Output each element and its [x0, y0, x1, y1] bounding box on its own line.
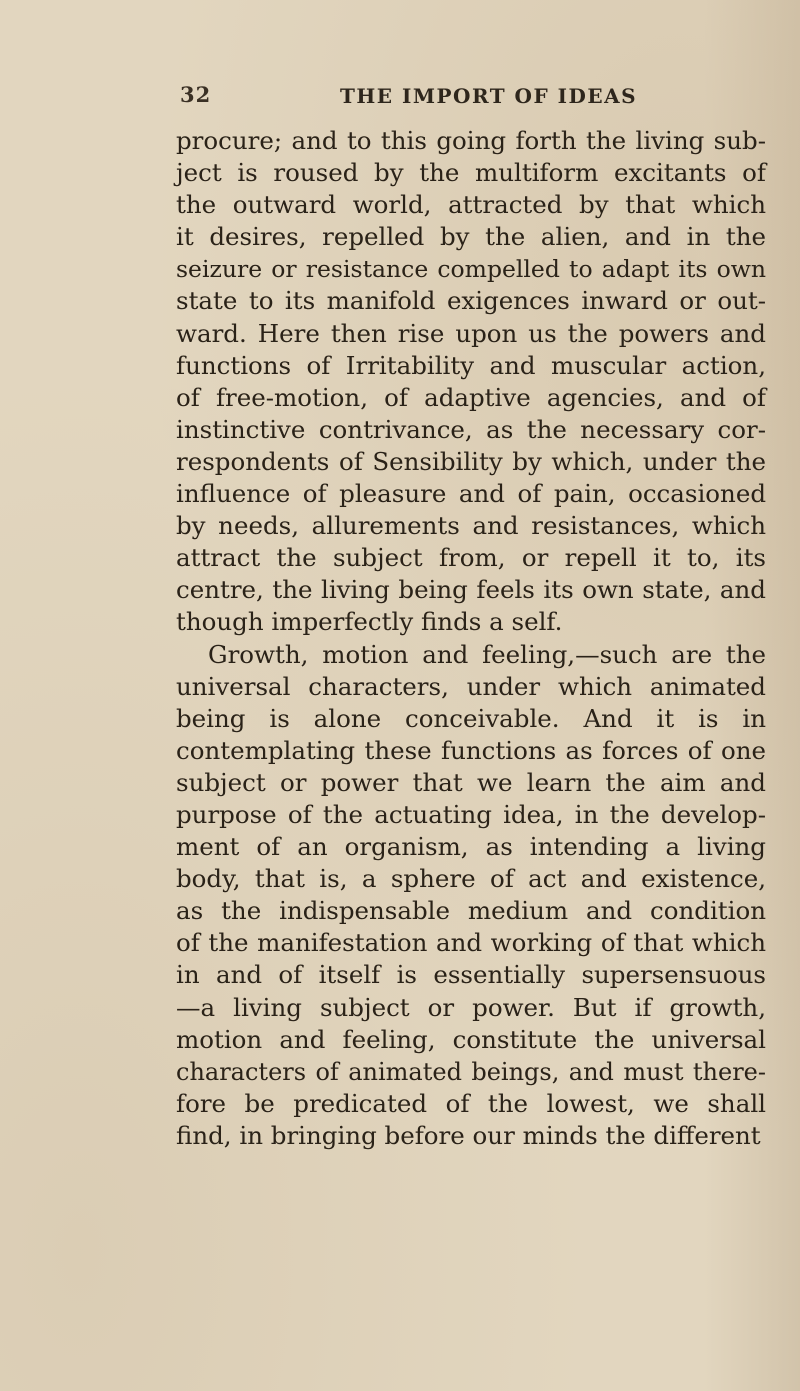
text-line: ject is roused by the multiform excitants of: [176, 158, 766, 188]
text-line: of free-motion, of adaptive agencies, and of: [176, 382, 766, 412]
text-line: by needs, allurements and resistances, which: [176, 511, 766, 541]
text-line: the outward world, attracted by that which: [176, 190, 766, 220]
text-line: being is alone conceivable. And it is in: [176, 703, 766, 733]
text-line: fore be predicated of the lowest, we shall: [176, 1088, 766, 1118]
text-line: contemplating these functions as forces of one: [176, 735, 766, 765]
text-line: universal characters, under which animated: [176, 671, 766, 701]
text-line: functions of Irritability and muscular action,: [176, 350, 766, 380]
text-line: though imperfectly finds a self.: [176, 607, 563, 637]
text-line: ward. Here then rise upon us the powers and: [176, 318, 766, 348]
text-line: attract the subject from, or repell it to, its: [176, 543, 766, 573]
text-line: find, in bringing before our minds the different: [176, 1120, 761, 1150]
text-line: state to its manifold exigences inward or out-: [176, 286, 766, 316]
text-line: subject or power that we learn the aim and: [176, 767, 766, 797]
text-line: respondents of Sensibility by which, under the: [176, 446, 766, 476]
text-line: purpose of the actuating idea, in the develop-: [176, 799, 766, 829]
text-line: procure; and to this going forth the living sub-: [176, 126, 766, 155]
text-line: it desires, repelled by the alien, and in the: [176, 222, 766, 252]
text-line: seizure or resistance compelled to adapt its own: [176, 255, 766, 284]
text-line: centre, the living being feels its own state, and: [176, 575, 766, 605]
text-line: of the manifestation and working of that which: [176, 928, 766, 958]
running-title: THE IMPORT OF IDEAS: [340, 84, 638, 108]
text-line: influence of pleasure and of pain, occasioned: [176, 479, 766, 509]
page-number: 32: [180, 82, 212, 107]
text-line: —a living subject or power. But if growth,: [176, 992, 766, 1022]
text-line: in and of itself is essentially supersensuous: [176, 960, 766, 990]
text-line: ment of an organism, as intending a living: [176, 832, 766, 862]
text-line: body, that is, a sphere of act and existence,: [176, 864, 766, 894]
text-line: motion and feeling, constitute the universal: [176, 1024, 766, 1054]
text-line: instinctive contrivance, as the necessary cor-: [176, 414, 766, 444]
text-line: as the indispensable medium and condition: [176, 896, 766, 926]
text-line: Growth, motion and feeling,—such are the: [208, 639, 766, 669]
paragraph-1: [176, 125, 766, 639]
body-text: [176, 125, 766, 1152]
text-line: characters of animated beings, and must there-: [176, 1057, 766, 1086]
running-head: [180, 82, 760, 116]
paragraph-2: [176, 639, 766, 1153]
